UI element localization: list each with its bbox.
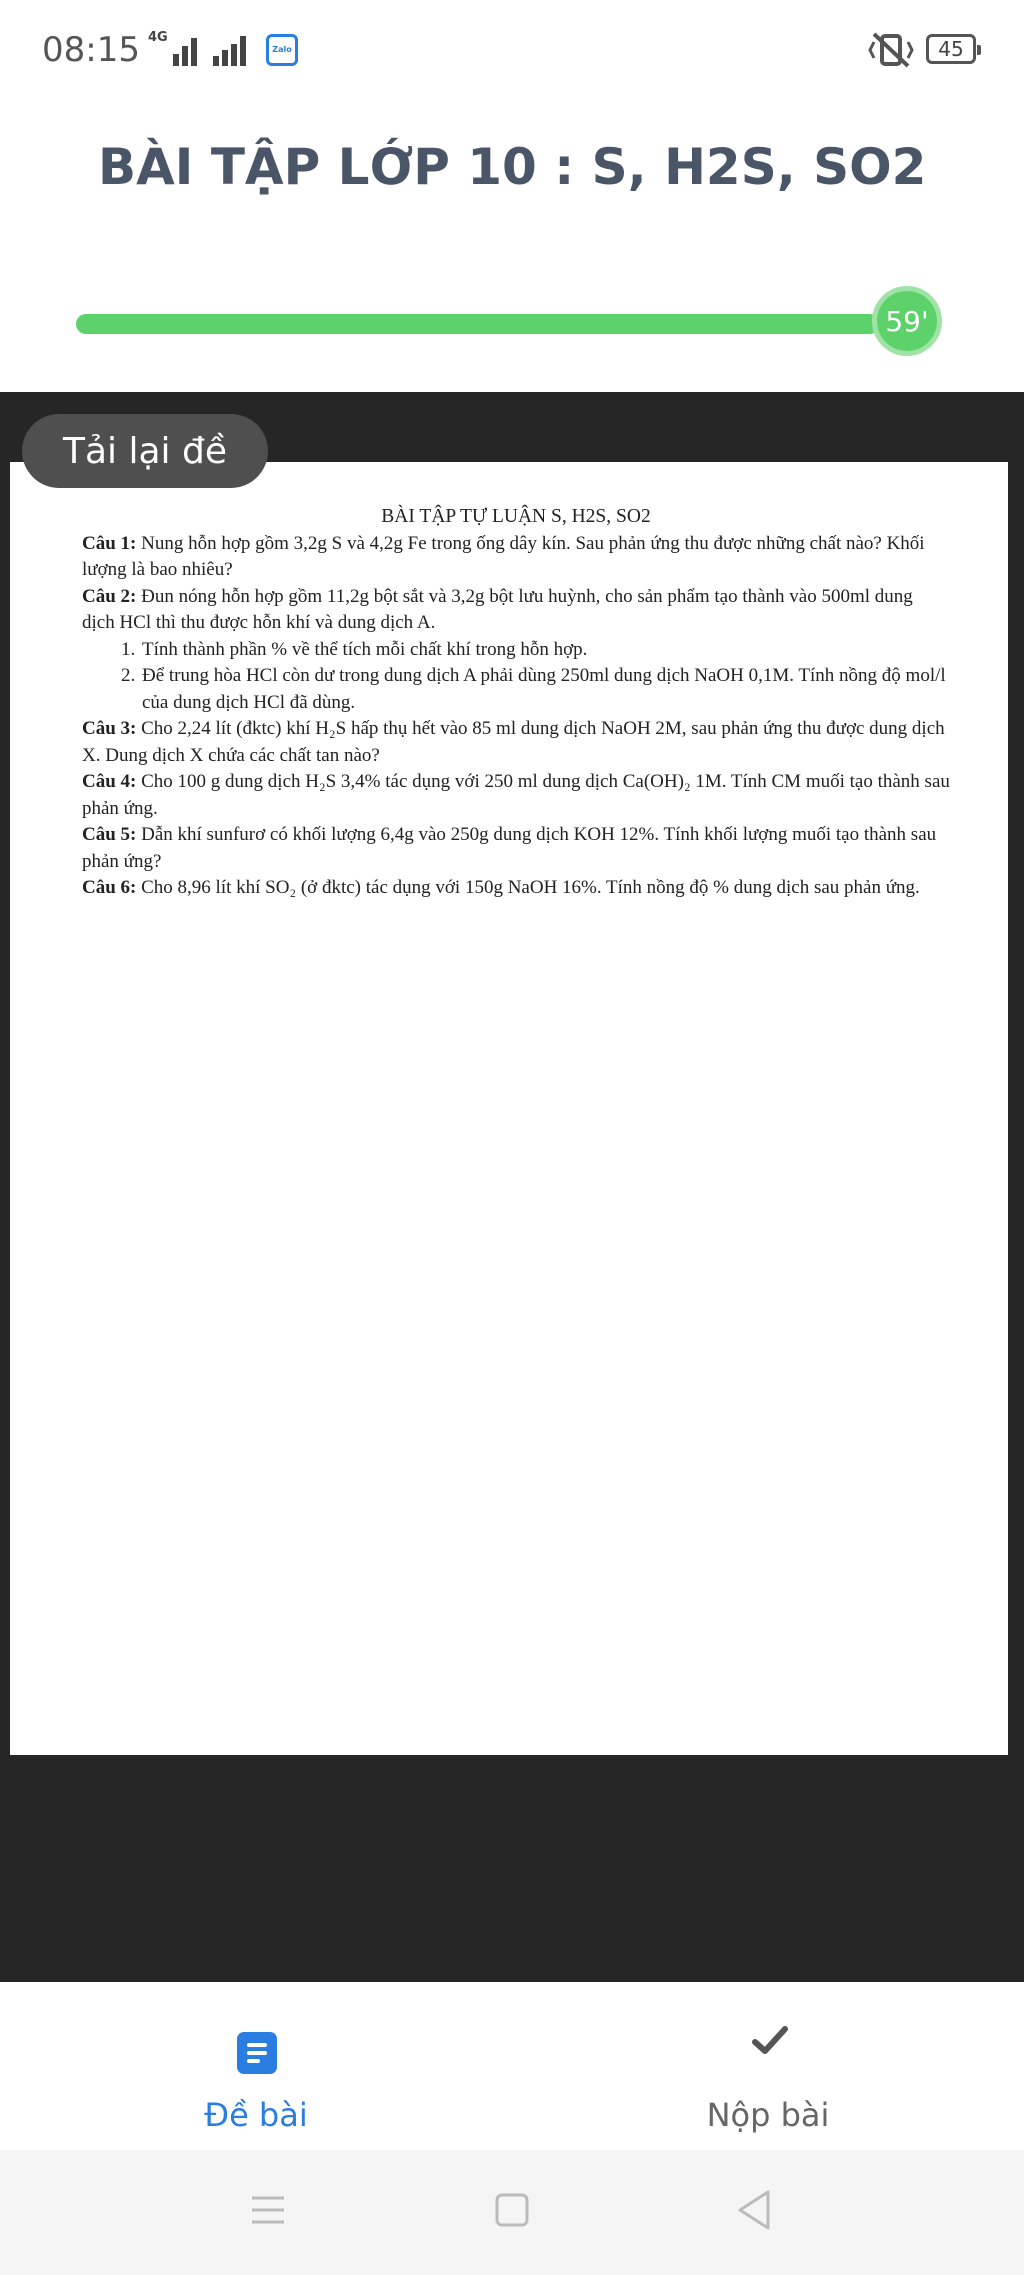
question-1: Câu 1: Nung hỗn hợp gồm 3,2g S và 4,2g Fe trong ống dây kín. Sau phản ứng thu được những chất nào? Khối lượng là bao nhiêu? [82,532,925,580]
tab-problem[interactable] [0,1982,512,2150]
question-2: Câu 2: Đun nóng hỗn hợp gồm 11,2g bột sắt và 3,2g bột lưu huỳnh, cho sản phẩm tạo thành vào 500ml dung dịch HCl thì thu được hỗn khí và dung dịch A. [82,585,913,633]
home-icon[interactable] [482,2180,542,2240]
network-type: 4G [148,30,168,45]
bottom-nav [0,1982,1024,2150]
menu-icon[interactable] [238,2180,298,2240]
timer-label: 59' [885,304,929,338]
doc-title: BÀI TẬP TỰ LUẬN S, H2S, SO2 [381,506,651,527]
list-item: 1. Tính thành phần % về thể tích mỗi chất khí trong hỗn hợp. [140,637,950,664]
question-5: Câu 5: Dẫn khí sunfurơ có khối lượng 6,4g vào 250g dung dịch KOH 12%. Tính khối lượng muối tạo thành sau phản ứng? [82,824,937,872]
timer-badge [872,286,942,356]
system-nav-bar [0,2150,1024,2275]
checkmark-icon [750,2020,790,2060]
question-4: Câu 4: Cho 100 g dung dịch H₂S 3,4% tác dụng với 250 ml dung dịch Ca(OH)₂ 1M. Tính CM muối tạo thành sau phản ứng. [82,771,950,819]
status-bar [0,0,1024,100]
question-2-subitems [82,637,950,717]
exam-page [10,462,1008,1755]
page-title: BÀI TẬP LỚP 10 : S, H2S, SO2 [98,138,927,196]
signal-icon [148,30,246,66]
tab-submit[interactable] [512,1982,1024,2150]
zalo-icon: Zalo [266,34,298,66]
back-icon[interactable] [724,2180,784,2240]
document-icon [237,2032,277,2074]
question-3: Câu 3: Cho 2,24 lít (đktc) khí H₂S hấp thụ hết vào 85 ml dung dịch NaOH 2M, sau phản ứng thu được dung dịch X. Dung dịch X chứa các chất tan nào? [82,718,945,766]
status-time: 08:15 [42,30,140,70]
tab-submit-label: Nộp bài [706,2096,830,2134]
reload-exam-button[interactable]: Tải lại đề [22,414,268,488]
battery-icon: 45 [926,34,976,64]
timer-progress-fill [76,314,879,334]
tab-problem-label: Đề bài [204,2096,308,2134]
exam-content [82,504,950,902]
timer-progress-bar [76,314,912,334]
question-6: Câu 6: Cho 8,96 lít khí SO₂ (ở đktc) tác dụng với 150g NaOH 16%. Tính nồng độ % dung dịch sau phản ứng. [82,877,920,898]
vibrate-off-icon [868,30,914,70]
list-item: 2. Để trung hòa HCl còn dư trong dung dịch A phải dùng 250ml dung dịch NaOH 0,1M. Tính nồng độ mol/l của dung dịch HCl đã dùng. [140,663,950,716]
